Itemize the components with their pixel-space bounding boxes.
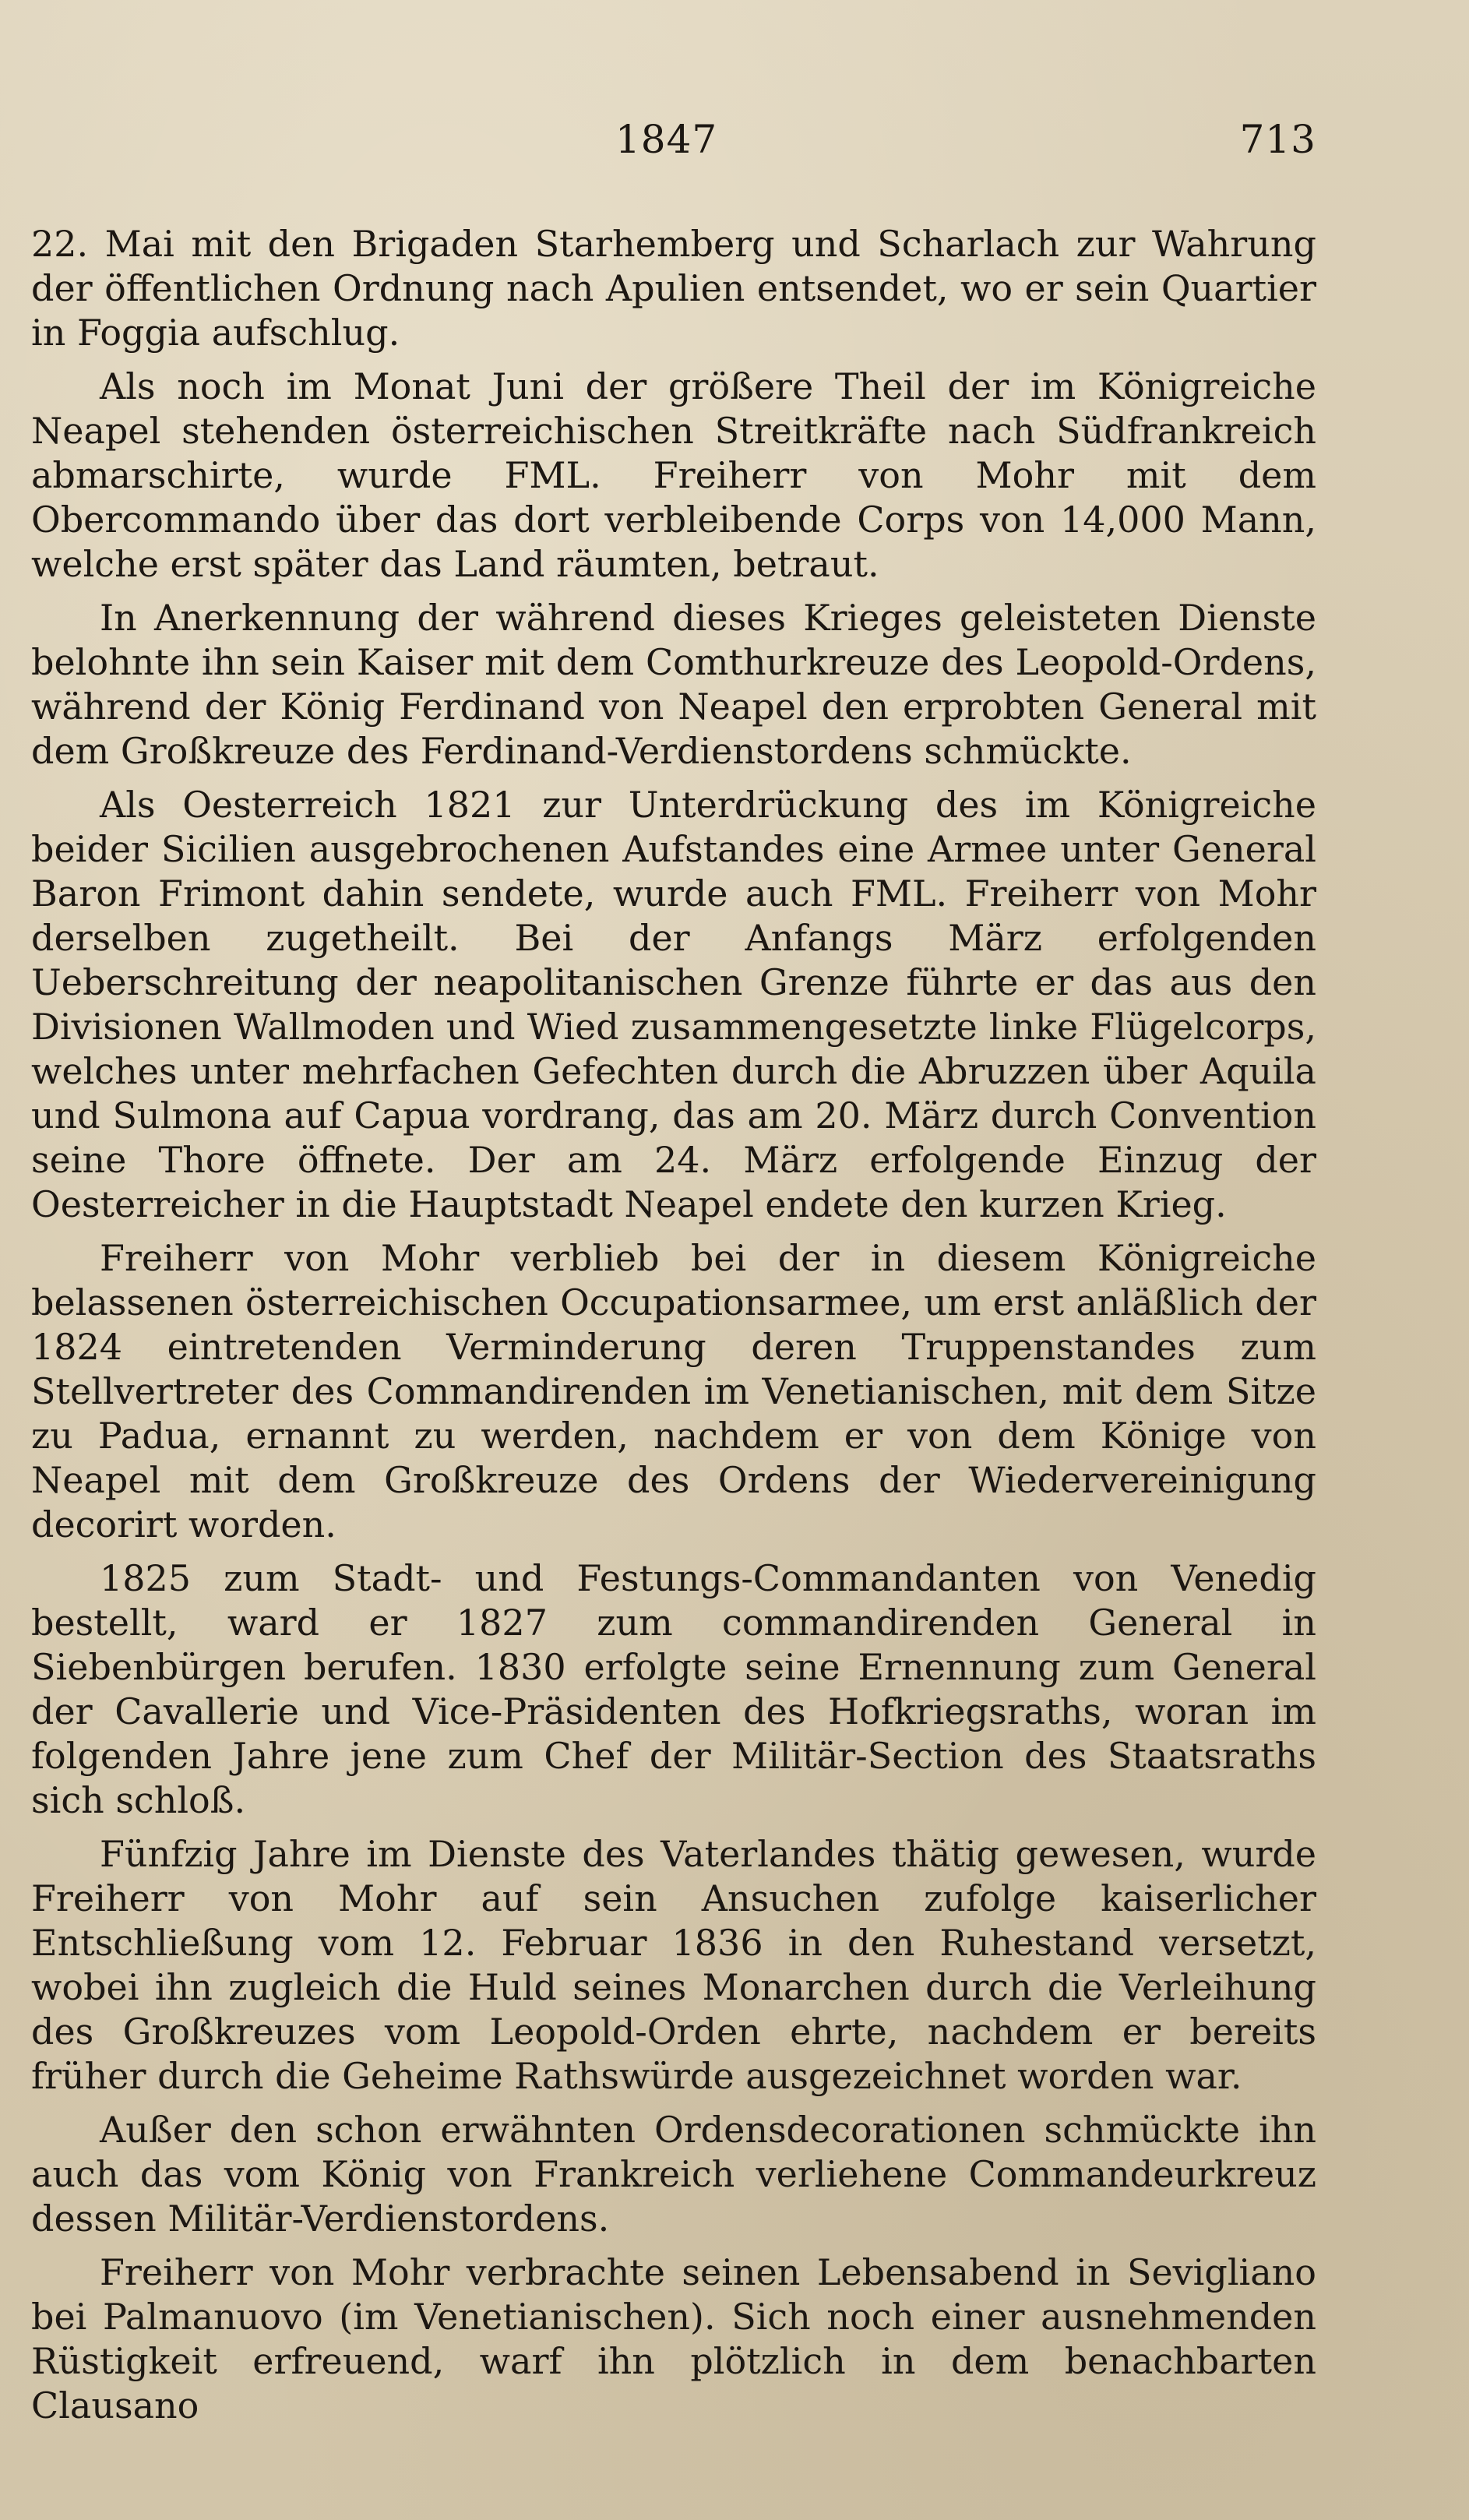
paragraph: Als noch im Monat Juni der größere Theil der im Königreiche Neapel stehenden österreichischen Streitkräfte nach Südfrankreich abmarschirte, wurde FML. Freiherr von Mohr mit dem Obercommando über das dort verbleibende Corps von 14,000 Mann, welche erst später das Land räumten, betraut. <box>31 365 1316 585</box>
header-year: 1847 <box>615 117 718 162</box>
paragraph-continuation: 22. Mai mit den Brigaden Starhemberg und Scharlach zur Wahrung der öffentlichen Ordnung nach Apulien entsendet, wo er sein Quartier in Foggia aufschlug. <box>31 223 1316 354</box>
paragraph: Fünfzig Jahre im Dienste des Vaterlandes thätig gewesen, wurde Freiherr von Mohr auf sein Ansuchen zufolge kaiserlicher Entschließung vom 12. Februar 1836 in den Ruhestand versetzt, wobei ihn zugleich die Huld seines Monarchen durch die Verleihung des Großkreuzes vom Leopold-Orden ehrte, nachdem er bereits früher durch die Geheime Rathswürde ausgezeichnet worden war. <box>31 1833 1316 2097</box>
page-number: 713 <box>1239 117 1316 162</box>
paragraph: 1825 zum Stadt- und Festungs-Commandanten von Venedig bestellt, ward er 1827 zum commandirenden General in Siebenbürgen berufen. 1830 erfolgte seine Ernennung zum General der Cavallerie und Vice-Präsidenten des Hofkriegsraths, woran im folgenden Jahre jene zum Chef der Militär-Section des Staatsraths sich schloß. <box>31 1557 1316 1821</box>
paragraph: Freiherr von Mohr verblieb bei der in diesem Königreiche belassenen österreichischen Occupationsarmee, um erst anläßlich der 1824 eintretenden Verminderung deren Truppenstandes zum Stellvertreter des Commandirenden im Venetianischen, mit dem Sitze zu Padua, ernannt zu werden, nachdem er von dem Könige von Neapel mit dem Großkreuze des Ordens der Wiedervereinigung decorirt worden. <box>31 1237 1316 1545</box>
paragraph: Freiherr von Mohr verbrachte seinen Lebensabend in Sevigliano bei Palmanuovo (im Venetianischen). Sich noch einer ausnehmenden Rüstigkeit erfreuend, warf ihn plötzlich in dem benachbarten Clausano <box>31 2251 1316 2427</box>
paragraph: In Anerkennung der während dieses Krieges geleisteten Dienste belohnte ihn sein Kaiser mit dem Comthurkreuze des Leopold-Ordens, während der König Ferdinand von Neapel den erprobten General mit dem Großkreuze des Ferdinand-Verdienstordens schmückte. <box>31 597 1316 772</box>
paragraph: Als Oesterreich 1821 zur Unterdrückung des im Königreiche beider Sicilien ausgebrochenen Aufstandes eine Armee unter General Baron Frimont dahin sendete, wurde auch FML. Freiherr von Mohr derselben zugetheilt. Bei der Anfangs März erfolgenden Ueberschreitung der neapolitanischen Grenze führte er das aus den Divisionen Wallmoden und Wied zusammengesetzte linke Flügelcorps, welches unter mehrfachen Gefechten durch die Abruzzen über Aquila und Sulmona auf Capua vordrang, das am 20. März durch Convention seine Thore öffnete. Der am 24. März erfolgende Einzug der Oesterreicher in die Hauptstadt Neapel endete den kurzen Krieg. <box>31 784 1316 1225</box>
body-text <box>31 222 1316 2437</box>
paragraph: Außer den schon erwähnten Ordensdecorationen schmückte ihn auch das vom König von Frankreich verliehene Commandeurkreuz dessen Militär-Verdienstordens. <box>31 2109 1316 2240</box>
running-head <box>31 117 1316 179</box>
